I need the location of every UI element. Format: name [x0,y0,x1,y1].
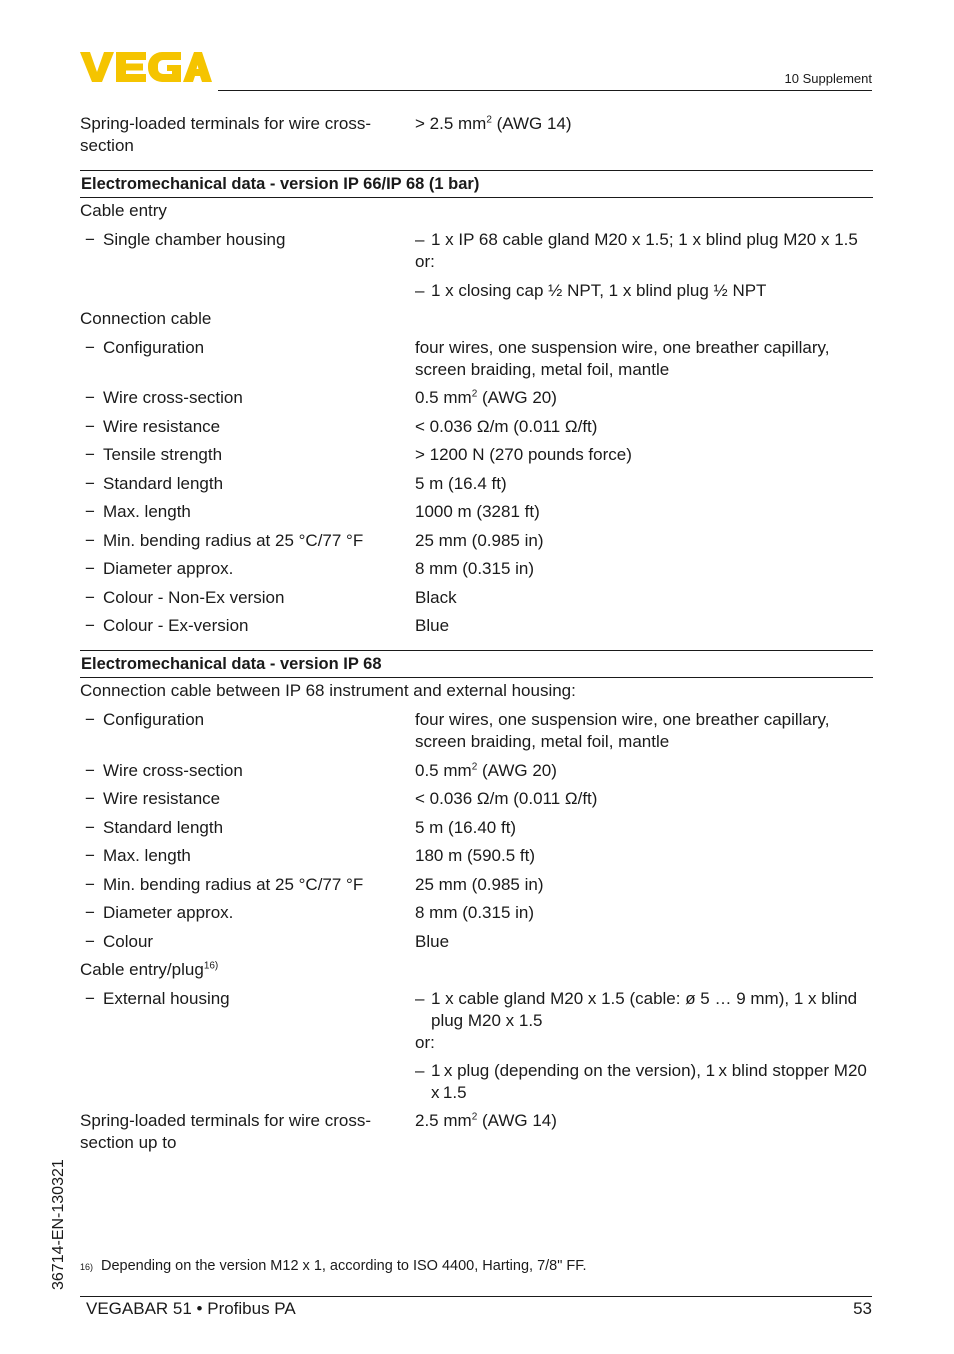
page-number: 53 [853,1299,872,1318]
footer-title: VEGABAR 51 • Profibus PA [86,1299,296,1318]
s2-max-length-row [80,845,873,867]
s1-tensile-strength-label: − Tensile strength [80,444,415,466]
s1-wire-resistance-row [80,416,873,438]
s1-wire-cross-section-value: 0.5 $mm^2$ (AWG 20) [415,388,557,407]
s2-wire-cross-section-label: − Wire cross-section [80,760,415,782]
s2-terminals-value: 2.5 $mm^2$ (AWG 14) [415,1111,557,1130]
s1-max-length-value: 1000 m (3281 ft) [415,502,540,521]
s1-diameter-label: − Diameter approx. [80,558,415,580]
s2-max-length-value: 180 m (590.5 ft) [415,846,536,865]
section-heading-ip68: Electromechanical data - version IP 68 [80,650,873,678]
s2-colour-value: Blue [415,932,450,951]
s1-standard-length-row [80,473,873,495]
s2-standard-length-row [80,817,873,839]
section-label: 10 Supplement [784,71,872,86]
s1-colour-ex-row [80,615,873,637]
single-chamber-option-2: – 1 x closing cap ½ NPT, 1 x blind plug ½ NPT [415,280,873,302]
s1-configuration-label: − Configuration [80,337,415,381]
s1-diameter-value: 8 mm (0.315 in) [415,559,535,578]
s2-intro-row [80,680,873,702]
s1-max-length-row [80,501,873,523]
top-terminals-value: > 2.5 $mm^2$ (AWG 14) [415,114,572,133]
cable-entry-plug-label: Cable entry/plug$^{16)}$ [80,960,219,979]
s2-configuration-label: − Configuration [80,709,415,753]
or-text: or: [415,252,435,271]
s2-configuration-row [80,709,873,753]
connection-cable-row [80,308,873,330]
external-housing-value [415,988,873,1104]
footnote [80,1256,873,1276]
s1-wire-cross-section-row [80,387,873,409]
s1-configuration-value: four wires, one suspension wire, one breather capillary, screen braiding, metal foil, mantle [415,338,830,379]
s2-bending-radius-label: − Min. bending radius at 25 °C/77 °F [80,874,415,896]
s1-wire-resistance-value: < 0.036 Ω/m (0.011 Ω/ft) [415,417,598,436]
s2-wire-cross-section-row [80,760,873,782]
s1-bending-radius-label: − Min. bending radius at 25 °C/77 °F [80,530,415,552]
external-housing-row [80,988,873,1104]
cable-entry-row [80,200,873,222]
s1-tensile-strength-row [80,444,873,466]
single-chamber-option-1: – 1 x IP 68 cable gland M20 x 1.5; 1 x blind plug M20 x 1.5 [415,229,873,251]
s2-diameter-value: 8 mm (0.315 in) [415,903,535,922]
or-text: or: [415,1033,435,1052]
s1-diameter-row [80,558,873,580]
s2-bending-radius-value: 25 mm (0.985 in) [415,875,544,894]
s2-standard-length-value: 5 m (16.40 ft) [415,818,517,837]
external-housing-option-2: – 1 x plug (depending on the version), 1 x blind stopper M20 x 1.5 [415,1060,873,1104]
s2-diameter-row [80,902,873,924]
s2-colour-label: − Colour [80,931,415,953]
cable-entry-label: Cable entry [80,201,167,220]
s2-wire-resistance-value: < 0.036 Ω/m (0.011 Ω/ft) [415,789,598,808]
s2-terminals-row [80,1110,873,1154]
s2-max-length-label: − Max. length [80,845,415,867]
single-chamber-row [80,229,873,302]
s1-standard-length-label: − Standard length [80,473,415,495]
s2-standard-length-label: − Standard length [80,817,415,839]
s1-wire-cross-section-label: − Wire cross-section [80,387,415,409]
s2-configuration-value: four wires, one suspension wire, one breather capillary, screen braiding, metal foil, mantle [415,710,830,751]
s2-terminals-label: Spring-loaded terminals for wire cross-section up to [80,1111,371,1152]
header-rule [218,90,872,91]
s1-max-length-label: − Max. length [80,501,415,523]
s2-diameter-label: − Diameter approx. [80,902,415,924]
s2-intro: Connection cable between IP 68 instrument and external housing: [80,681,576,700]
single-chamber-value [415,229,873,302]
s1-colour-nonex-row [80,587,873,609]
external-housing-label: − External housing [80,988,415,1104]
s1-standard-length-value: 5 m (16.4 ft) [415,474,507,493]
s1-colour-ex-value: Blue [415,616,450,635]
s1-colour-nonex-value: Black [415,588,457,607]
top-terminals-row [80,113,873,157]
s1-bending-radius-row [80,530,873,552]
footnote-text: Depending on the version M12 x 1, according to ISO 4400, Harting, 7/8" FF. [101,1258,587,1274]
spec-table [80,113,873,1154]
cable-entry-plug-row [80,959,873,981]
s1-bending-radius-value: 25 mm (0.985 in) [415,531,544,550]
footnote-number: 16) [80,1262,94,1272]
s2-colour-row [80,931,873,953]
s1-wire-resistance-label: − Wire resistance [80,416,415,438]
s2-wire-resistance-row [80,788,873,810]
s2-wire-resistance-label: − Wire resistance [80,788,415,810]
document-code: 36714-EN-130321 [50,1159,67,1290]
s1-configuration-row [80,337,873,381]
s2-wire-cross-section-value: 0.5 $mm^2$ (AWG 20) [415,761,557,780]
footnote-ref: 16) [203,960,219,972]
section-heading-ip66: Electromechanical data - version IP 66/IP 68 (1 bar) [80,170,873,198]
connection-cable-label: Connection cable [80,309,212,328]
s1-colour-nonex-label: − Colour - Non-Ex version [80,587,415,609]
top-terminals-label: Spring-loaded terminals for wire cross-section [80,114,371,155]
s1-tensile-strength-value: > 1200 N (270 pounds force) [415,445,632,464]
s1-colour-ex-label: − Colour - Ex-version [80,615,415,637]
single-chamber-label: − Single chamber housing [80,229,415,302]
vega-logo [80,48,212,84]
external-housing-option-1: – 1 x cable gland M20 x 1.5 (cable: ø 5 … 9 mm), 1 x blind plug M20 x 1.5 [415,988,873,1032]
footer-rule [80,1296,872,1297]
s2-bending-radius-row [80,874,873,896]
